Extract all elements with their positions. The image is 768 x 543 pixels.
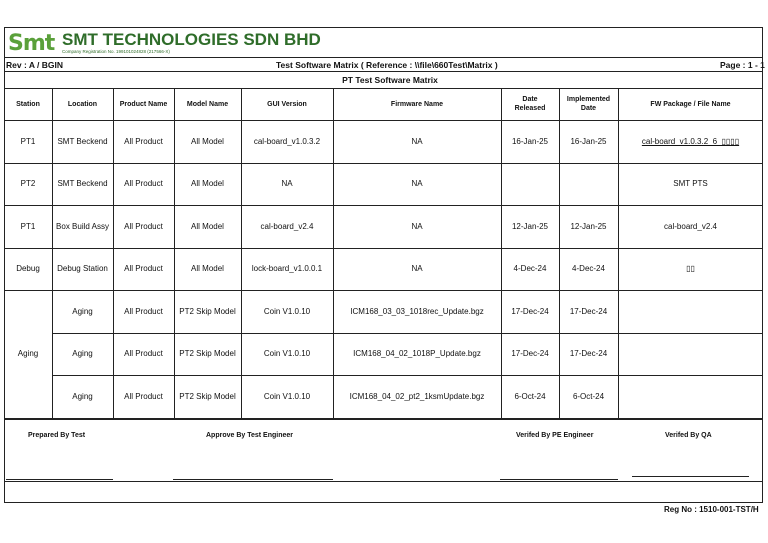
cell-model-name: PT2 Skip Model: [179, 391, 236, 401]
cell-fw-package: [618, 375, 763, 418]
column-line: [174, 88, 175, 419]
cell-product-name: All Product: [124, 349, 163, 359]
header-firmware-name: Firmware Name: [390, 100, 444, 108]
approved-signature-line: [173, 479, 333, 480]
cell-implemented-date: 17-Dec-24: [569, 349, 608, 359]
revision: Rev : A / BGIN: [6, 60, 63, 70]
document-title: Test Software Matrix ( Reference : \\file\660Test\Matrix ): [276, 60, 498, 70]
cell-station: Aging: [17, 349, 39, 359]
frame-bottom: [4, 502, 763, 503]
verified-pe-signature-line: [500, 479, 618, 480]
cell-station: [4, 290, 52, 333]
frame-table-bottom: [4, 419, 763, 420]
verified-qa-label: Verifed By QA: [665, 432, 712, 439]
verified-qa-signature-line: [632, 476, 749, 477]
cell-product-name: All Product: [124, 264, 163, 274]
cell-product-name: All Product: [124, 136, 163, 146]
cell-product-name: All Product: [124, 306, 163, 316]
cell-implemented-date: 12-Jan-25: [570, 221, 607, 231]
cell-fw-package: SMT PTS: [673, 179, 708, 189]
column-line: [559, 88, 560, 419]
page-number: Page : 1 - 1: [720, 60, 765, 70]
cell-station: Debug: [16, 264, 40, 274]
cell-date-released: 6-Oct-24: [514, 391, 546, 401]
cell-fw-package: [618, 333, 763, 376]
cell-implemented-date: 4-Dec-24: [572, 264, 605, 274]
cell-location: Box Build Assy: [56, 221, 109, 231]
cell-gui-version: Coin V1.0.10: [263, 306, 311, 316]
cell-date-released: 17-Dec-24: [511, 349, 549, 359]
cell-model-name: All Model: [191, 264, 224, 274]
cell-location: Aging: [72, 306, 93, 316]
prepared-signature-line: [6, 479, 113, 480]
cell-firmware-name: NA: [411, 264, 423, 274]
cell-firmware-name: NA: [411, 179, 423, 189]
column-line: [333, 88, 334, 419]
frame-sign-line: [4, 481, 763, 482]
cell-station: PT1: [20, 136, 36, 146]
cell-model-name: All Model: [191, 179, 224, 189]
header-station: Station: [16, 100, 40, 108]
cell-location: Aging: [72, 349, 93, 359]
header-model-name: Model Name: [186, 100, 229, 108]
cell-firmware-name: NA: [411, 136, 423, 146]
cell-firmware-name: NA: [411, 221, 423, 231]
verified-pe-label: Verifed By PE Engineer: [516, 432, 594, 439]
approved-by-label: Approve By Test Engineer: [206, 432, 294, 439]
cell-gui-version: Coin V1.0.10: [263, 391, 311, 401]
cell-model-name: PT2 Skip Model: [179, 306, 236, 316]
cell-gui-version: lock-board_v1.0.0.1: [251, 264, 323, 274]
cell-product-name: All Product: [124, 179, 163, 189]
registration-number: Reg No : 1510-001-TST/H: [664, 505, 759, 514]
cell-product-name: All Product: [124, 391, 163, 401]
column-line: [241, 88, 242, 419]
row-line: [4, 418, 763, 419]
cell-implemented-date: 17-Dec-24: [569, 306, 608, 316]
cell-fw-package: ▯▯: [686, 264, 695, 274]
cell-date-released: 4-Dec-24: [513, 264, 547, 274]
cell-gui-version: cal-board_v2.4: [260, 221, 314, 231]
frame-top: [4, 27, 763, 28]
cell-firmware-name: ICM168_04_02_1018P_Update.bgz: [353, 349, 481, 359]
cell-model-name: PT2 Skip Model: [179, 349, 236, 359]
cell-firmware-name: ICM168_04_02_pt2_1ksmUpdate.bgz: [349, 391, 485, 401]
column-line: [113, 88, 114, 419]
cell-station: [4, 375, 52, 418]
cell-model-name: All Model: [191, 221, 224, 231]
column-line: [501, 88, 502, 419]
cell-station: PT1: [20, 221, 36, 231]
header-location: Location: [67, 100, 98, 108]
cell-implemented-date: [559, 163, 618, 206]
cell-gui-version: cal-board_v1.0.3.2: [253, 136, 321, 146]
cell-date-released: [501, 163, 559, 206]
company-logo: Smt: [8, 31, 55, 56]
cell-date-released: 16-Jan-25: [511, 136, 549, 146]
header-date-released: Date Released: [514, 96, 546, 112]
column-line: [52, 88, 53, 419]
cell-location: SMT Beckend: [57, 136, 108, 146]
cell-station: PT2: [20, 179, 36, 189]
header-implemented-date: Implemented Date: [566, 96, 611, 112]
company-name: SMT TECHNOLOGIES SDN BHD: [62, 30, 321, 49]
cell-location: Aging: [72, 391, 93, 401]
company-registration: Company Registration No. 199101024828 (217566-X): [62, 49, 170, 54]
cell-date-released: 12-Jan-25: [511, 221, 549, 231]
cell-model-name: All Model: [191, 136, 224, 146]
cell-fw-package: cal-board_v1.0.3.2_6_▯▯▯▯: [641, 136, 740, 146]
table-subtitle: PT Test Software Matrix: [342, 75, 438, 85]
cell-gui-version: Coin V1.0.10: [263, 349, 311, 359]
cell-fw-package: cal-board_v2.4: [664, 221, 717, 231]
header-gui-version: GUI Version: [267, 100, 307, 108]
cell-location: Debug Station: [57, 264, 108, 274]
cell-product-name: All Product: [124, 221, 163, 231]
cell-gui-version: NA: [281, 179, 293, 189]
cell-implemented-date: 6-Oct-24: [572, 391, 605, 401]
header-fw-package: FW Package / File Name: [650, 100, 731, 108]
frame-title-line: [4, 71, 763, 72]
cell-location: SMT Beckend: [57, 179, 108, 189]
frame-header-line: [4, 57, 763, 58]
cell-firmware-name: ICM168_03_03_1018rec_Update.bgz: [350, 306, 484, 316]
cell-implemented-date: 16-Jan-25: [570, 136, 607, 146]
header-product-name: Product Name: [119, 100, 168, 108]
cell-fw-package: [618, 290, 763, 333]
cell-date-released: 17-Dec-24: [511, 306, 549, 316]
prepared-by-label: Prepared By Test: [28, 432, 86, 439]
column-line: [618, 88, 619, 419]
